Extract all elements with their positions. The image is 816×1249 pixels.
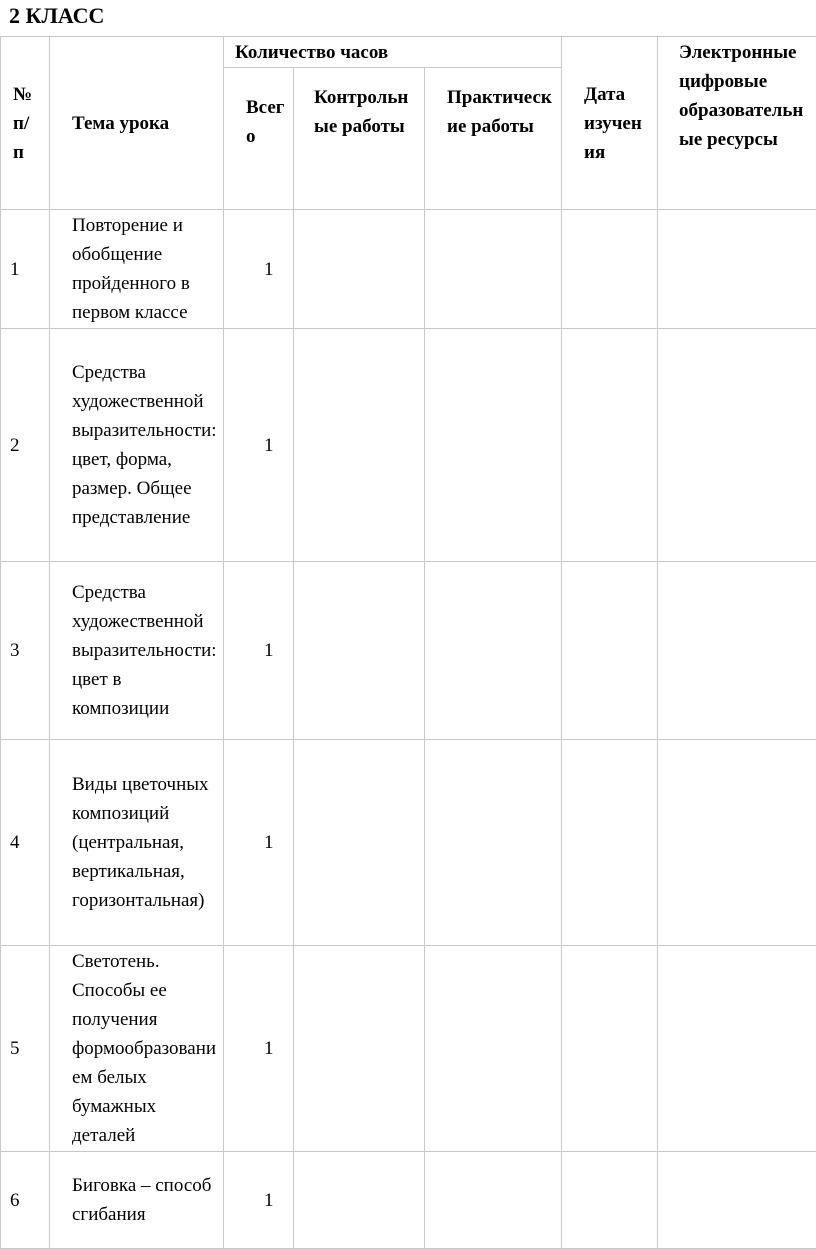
row-resources <box>658 562 816 740</box>
header-control: Контрольные работы <box>294 68 425 210</box>
header-date: Дата изучения <box>562 37 658 210</box>
row-control <box>294 329 425 562</box>
row-resources <box>658 740 816 946</box>
table-row <box>1 1152 816 1249</box>
row-practice <box>425 329 562 562</box>
row-total: 1 <box>224 740 294 946</box>
row-control <box>294 740 425 946</box>
row-num: 6 <box>1 1152 50 1249</box>
row-resources <box>658 329 816 562</box>
row-topic: Светотень. Способы ее получения формообразованием белых бумажных деталей <box>50 946 224 1152</box>
row-num: 3 <box>1 562 50 740</box>
table-row <box>1 946 816 1152</box>
row-total: 1 <box>224 210 294 329</box>
row-num: 4 <box>1 740 50 946</box>
row-topic: Виды цветочных композиций (центральная, вертикальная, горизонтальная) <box>50 740 224 946</box>
row-num: 5 <box>1 946 50 1152</box>
row-topic: Средства художественной выразительности: цвет, форма, размер. Общее представление <box>50 329 224 562</box>
row-practice <box>425 946 562 1152</box>
table-header-row <box>1 37 816 68</box>
row-total: 1 <box>224 329 294 562</box>
row-topic: Биговка – способ сгибания <box>50 1152 224 1249</box>
row-topic: Повторение и обобщение пройденного в первом классе <box>50 210 224 329</box>
row-resources <box>658 210 816 329</box>
row-num: 1 <box>1 210 50 329</box>
row-total: 1 <box>224 562 294 740</box>
header-topic: Тема урока <box>50 37 224 210</box>
row-date <box>562 562 658 740</box>
row-resources <box>658 1152 816 1249</box>
header-hours: Количество часов <box>224 37 562 68</box>
row-practice <box>425 1152 562 1249</box>
row-control <box>294 210 425 329</box>
row-date <box>562 946 658 1152</box>
row-date <box>562 1152 658 1249</box>
table-row <box>1 210 816 329</box>
table-row <box>1 562 816 740</box>
page-title: 2 КЛАСС <box>9 2 104 30</box>
row-practice <box>425 210 562 329</box>
header-total: Всего <box>224 68 294 210</box>
lesson-plan-table <box>0 36 816 1249</box>
row-topic: Средства художественной выразительности: цвет в композиции <box>50 562 224 740</box>
row-total: 1 <box>224 946 294 1152</box>
table-row <box>1 329 816 562</box>
row-control <box>294 1152 425 1249</box>
row-date <box>562 210 658 329</box>
row-total: 1 <box>224 1152 294 1249</box>
row-resources <box>658 946 816 1152</box>
row-num: 2 <box>1 329 50 562</box>
header-practice: Практические работы <box>425 68 562 210</box>
header-resources: Электронные цифровые образовательные ресурсы <box>658 37 816 210</box>
row-control <box>294 562 425 740</box>
row-date <box>562 740 658 946</box>
header-num: № п/п <box>1 37 50 210</box>
row-practice <box>425 740 562 946</box>
row-date <box>562 329 658 562</box>
row-control <box>294 946 425 1152</box>
table-row <box>1 740 816 946</box>
row-practice <box>425 562 562 740</box>
